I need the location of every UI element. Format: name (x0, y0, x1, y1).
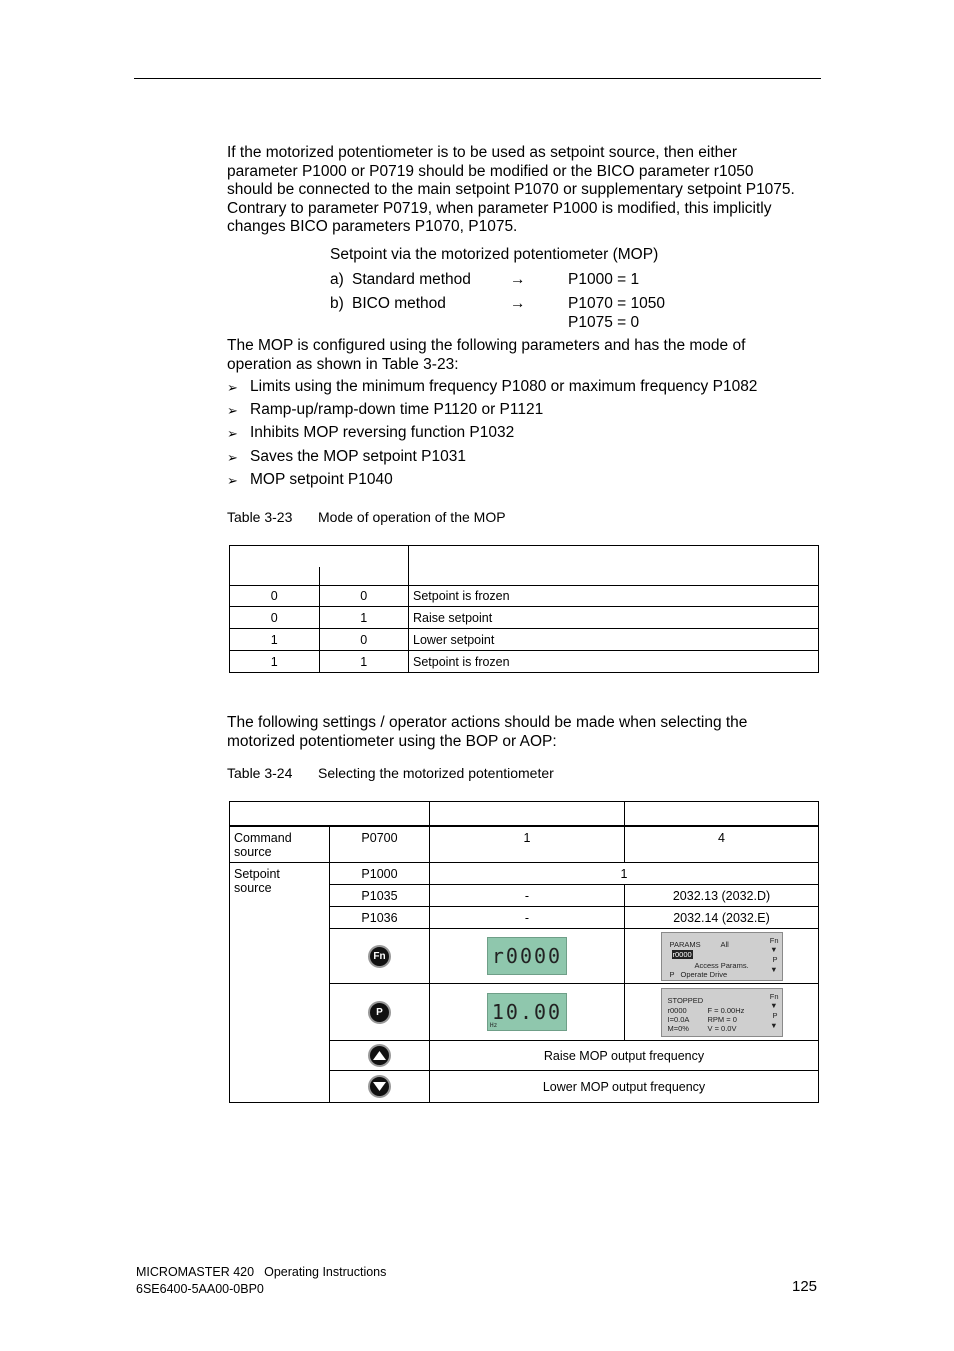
settings-line: The following settings / operator actions should be made when selecting the (227, 714, 748, 731)
arrowhead-bullet-icon: ➢ (227, 380, 238, 395)
table-row (230, 607, 819, 629)
table-cell: Lower setpoint (409, 629, 819, 651)
table-row-command-source (230, 826, 819, 863)
config-line: The MOP is configured using the following parameters and has the mode of (227, 337, 746, 354)
aop-lcd-display (661, 932, 783, 981)
table-cell: Setpoint is frozen (409, 586, 819, 607)
table-row-p1000 (230, 863, 819, 885)
intro-line: changes BICO parameters P1070, P1075. (227, 218, 518, 235)
mop-b-label: b) (330, 295, 344, 312)
bop-lcd-display (487, 993, 567, 1031)
settings-paragraph (227, 714, 827, 751)
table-row (230, 651, 819, 673)
bullet-text: Saves the MOP setpoint P1031 (250, 447, 466, 465)
header-cell (625, 802, 819, 826)
intro-paragraph (227, 144, 827, 237)
aop-cell: 4 (625, 826, 819, 863)
lcd-side-label: Fn (769, 991, 779, 1001)
config-line: operation as shown in Table 3-23: (227, 355, 459, 373)
fn-key-icon[interactable]: Fn (368, 945, 391, 968)
mop-mode-table (229, 545, 819, 673)
lcd-text: F = 0.00Hz (707, 1005, 745, 1015)
mop-a-value: P1000 = 1 (568, 271, 640, 288)
aop-display-cell (625, 929, 819, 984)
caption-text: Selecting the motorized potentiometer (318, 765, 554, 781)
list-item (227, 448, 757, 471)
mop-b-value1: P1070 = 1050 (568, 295, 665, 312)
table-cell: 1 (319, 607, 409, 629)
header-cell (409, 546, 819, 586)
triangle-down-icon: ▼ (770, 1000, 778, 1010)
mop-b-method: BICO method (352, 295, 446, 312)
arrow-right-icon: → (510, 271, 526, 288)
lcd-text: All (720, 939, 729, 949)
param-cell: P1035 (330, 885, 430, 907)
intro-line: parameter P1000 or P0719 should be modified or the BICO parameter r1050 (227, 162, 754, 180)
key-cell (330, 1071, 430, 1103)
triangle-up-icon (373, 1051, 386, 1060)
p-key-icon[interactable]: P (368, 1001, 391, 1024)
key-cell (330, 929, 430, 984)
bullet-text: Limits using the minimum frequency P1080 or maximum frequency P1082 (250, 378, 758, 395)
bullet-text: Inhibits MOP reversing function P1032 (250, 424, 515, 442)
param-cell: P0700 (330, 826, 430, 863)
key-cell (330, 984, 430, 1041)
lcd-text: P (669, 969, 675, 979)
table-header-row (230, 546, 819, 586)
page-number: 125 (792, 1278, 818, 1295)
arrowhead-bullet-icon: ➢ (227, 449, 238, 465)
triangle-down-icon: ▼ (770, 1020, 778, 1030)
lcd-text: Operate Drive (680, 969, 728, 979)
table-cell: 1 (230, 629, 320, 651)
arrowhead-bullet-icon: ➢ (227, 403, 238, 419)
table-row (230, 629, 819, 651)
table-cell: 0 (319, 629, 409, 651)
action-cell: Lower MOP output frequency (430, 1071, 819, 1103)
table-caption (227, 509, 506, 525)
table-cell: 1 (230, 651, 320, 673)
bop-cell: 1 (430, 826, 625, 863)
table-cell: 0 (319, 586, 409, 607)
row-label-cell (230, 826, 330, 863)
lcd-side-label: P (772, 954, 778, 964)
lcd-text: RPM = 0 (707, 1014, 737, 1024)
aop-display-cell (625, 984, 819, 1041)
header-cell (430, 802, 625, 826)
footer-order-number: 6SE6400-5AA00-0BP0 (136, 1282, 264, 1296)
caption-number: Table 3-24 (227, 765, 293, 781)
header-cell (319, 546, 409, 586)
action-cell: Raise MOP output frequency (430, 1041, 819, 1071)
intro-line: should be connected to the main setpoint P1070 or supplementary setpoint P1075. (227, 181, 795, 198)
mop-a-method: Standard method (352, 271, 471, 288)
header-cell (230, 546, 320, 586)
row-label: source (234, 881, 272, 895)
mop-title: Setpoint via the motorized potentiometer (MOP) (330, 246, 659, 263)
table-cell: Setpoint is frozen (409, 651, 819, 673)
table-cell: 1 (319, 651, 409, 673)
lcd-text: I=0.0A (667, 1014, 690, 1024)
table-row (230, 586, 819, 607)
arrow-right-icon: → (510, 295, 526, 312)
lcd-text: STOPPED (667, 995, 704, 1005)
row-label: Setpoint (234, 867, 280, 881)
arrowhead-bullet-icon: ➢ (227, 426, 238, 442)
settings-line: motorized potentiometer using the BOP or AOP: (227, 732, 557, 750)
bop-display-cell (430, 984, 625, 1041)
table-cell: Raise setpoint (409, 607, 819, 629)
bullet-text: Ramp-up/ramp-down time P1120 or P1121 (250, 401, 544, 419)
mop-b-value2: P1075 = 0 (568, 314, 640, 331)
lcd-text: M=0% (667, 1023, 689, 1033)
key-cell (330, 1041, 430, 1071)
aop-lcd-display (661, 988, 783, 1037)
header-divider (319, 567, 320, 585)
lcd-text-highlight: r0000 (672, 949, 692, 959)
bullet-text: MOP setpoint P1040 (250, 470, 393, 488)
arrow-down-key-icon[interactable] (368, 1075, 391, 1098)
bop-lcd-display (487, 937, 567, 975)
lcd-side-label: Fn (769, 935, 779, 945)
footer-doc-name: Operating Instructions (264, 1265, 387, 1279)
value-cell: 1 (430, 863, 819, 885)
header-cell (230, 802, 430, 826)
footer-product-name: MICROMASTER 420 (136, 1265, 255, 1279)
triangle-down-icon: ▼ (770, 944, 778, 954)
row-label: Command (234, 830, 292, 845)
bullet-list (227, 378, 757, 494)
lcd-text: r0000 (491, 944, 563, 968)
footer-product (136, 1264, 386, 1280)
aop-cell: 2032.14 (2032.E) (625, 907, 819, 929)
lcd-text: 10.00 (491, 1000, 563, 1024)
table-cell: 0 (230, 586, 320, 607)
mop-selection-table (229, 801, 819, 1103)
arrowhead-bullet-icon: ➢ (227, 472, 238, 488)
bop-display-cell (430, 929, 625, 984)
arrow-up-key-icon[interactable] (368, 1044, 391, 1067)
list-item (227, 424, 757, 447)
lcd-text: r0000 (667, 1005, 687, 1015)
triangle-down-icon: ▼ (770, 964, 778, 974)
header-rule (134, 78, 821, 79)
triangle-down-icon (373, 1082, 386, 1091)
param-cell: P1036 (330, 907, 430, 929)
intro-line: If the motorized potentiometer is to be used as setpoint source, then either (227, 144, 738, 161)
list-item (227, 401, 757, 424)
intro-line: Contrary to parameter P0719, when parameter P1000 is modified, this implicitly (227, 199, 772, 217)
list-item (227, 378, 757, 401)
config-paragraph (227, 337, 827, 374)
table-caption (227, 765, 554, 781)
list-item (227, 471, 757, 494)
aop-cell: 2032.13 (2032.D) (625, 885, 819, 907)
mop-a-label: a) (330, 271, 344, 288)
lcd-text: V = 0.0V (707, 1023, 737, 1033)
table-header-row (230, 802, 819, 826)
row-label-cell (230, 863, 330, 1103)
caption-text: Mode of operation of the MOP (318, 509, 506, 525)
caption-number: Table 3-23 (227, 509, 293, 525)
lcd-text: PARAMS (669, 939, 701, 949)
row-label: source (234, 844, 272, 859)
bop-cell: - (430, 885, 625, 907)
table-cell: 0 (230, 607, 320, 629)
lcd-unit: Hz (490, 1022, 498, 1029)
lcd-text: Access Params. (694, 960, 749, 970)
lcd-side-label: P (772, 1010, 778, 1020)
bop-cell: - (430, 907, 625, 929)
param-cell: P1000 (330, 863, 430, 885)
